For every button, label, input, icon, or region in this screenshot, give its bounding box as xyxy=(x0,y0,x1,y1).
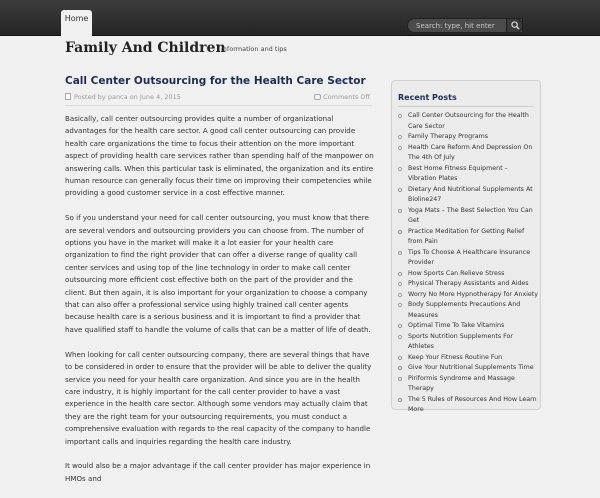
recent-post-link[interactable]: Call Center Outsourcing for the Health Care Sector xyxy=(408,112,529,130)
recent-post-link[interactable]: Optimal Time To Take Vitamins xyxy=(408,322,505,329)
list-item xyxy=(398,290,538,301)
post-paragraph: Basically, call center outsourcing provides quite a number of organizational advantages for the health care sector. A good call center outsourcing can provide health care organizations the time to focus their attention on the more important aspect of providing health care services rather than spending half of the manpower on answering calls. When this particular task is eliminated, the organization and its entire human resource can generally focus their time on improving their competencies while providing a good customer service in a cost effective manner. xyxy=(65,114,374,198)
list-item xyxy=(398,353,538,364)
sidebar xyxy=(391,80,541,413)
list-item xyxy=(398,279,538,290)
recent-post-link[interactable]: Body Supplements Precautions And Measures xyxy=(408,301,521,319)
list-item xyxy=(398,143,538,164)
post-meta xyxy=(65,92,372,106)
bullet-icon xyxy=(398,398,402,402)
list-item xyxy=(398,395,538,416)
search-button[interactable] xyxy=(506,18,523,33)
list-item xyxy=(398,164,538,185)
recent-post-link[interactable]: Family Therapy Programs xyxy=(408,133,488,140)
bullet-icon xyxy=(398,303,402,307)
list-item xyxy=(398,132,538,143)
site-title[interactable]: Family And Children xyxy=(65,40,226,56)
bullet-icon xyxy=(398,188,402,192)
recent-post-link[interactable]: Tips To Choose A Healthcare Insurance Provider xyxy=(408,248,531,266)
comment-icon xyxy=(314,94,321,100)
recent-post-link[interactable]: Dietary And Nutritional Supplements At Bioline247 xyxy=(408,185,533,203)
search-icon xyxy=(511,21,520,30)
list-item xyxy=(398,111,538,132)
recent-post-link[interactable]: Sports Nutrition Supplements For Athletes xyxy=(408,332,513,350)
post-comments-meta xyxy=(314,93,370,101)
bullet-icon xyxy=(398,282,402,286)
document-icon xyxy=(65,93,71,100)
recent-post-link[interactable]: How Sports Can Relieve Stress xyxy=(408,269,505,277)
post-author-meta xyxy=(65,93,181,101)
recent-post-link[interactable]: Keep Your Fitness Routine Fun xyxy=(408,353,503,361)
post-paragraph: When looking for call center outsourcing company, there are several things that have to be considered in order to ensure that the provider will be able to deliver the quality service you need for your health care organization. And since you are in the health care industry, it is highly important for the call center provider to have a vast experience in the health care sector. Although some vendors may actually claim that they are the right team for your outsourcing requirements, you must conduct a comprehensive evaluation with regards to the real capacity of the company to handle important calls and inquiries regarding the health care industry. xyxy=(65,349,372,446)
list-item xyxy=(398,227,538,248)
recent-post-link[interactable]: Worry No More Hypnotherapy for Anxiety xyxy=(408,290,538,298)
recent-post-link[interactable]: Health Care Reform And Depression On The 4th Of July xyxy=(408,143,533,161)
bullet-icon xyxy=(398,366,402,370)
bullet-icon xyxy=(398,356,402,360)
recent-post-link[interactable]: Physical Therapy Assistants and Aides xyxy=(408,280,529,287)
list-item xyxy=(398,332,538,353)
bullet-icon xyxy=(398,135,402,139)
recent-posts-list xyxy=(398,111,538,416)
recent-post-link[interactable]: Piriformis Syndrome and Massage Therapy xyxy=(408,374,515,392)
list-item xyxy=(398,321,538,332)
list-item xyxy=(398,374,538,395)
bullet-icon xyxy=(398,293,402,297)
recent-post-link[interactable]: Yoga Mats – The Best Selection You Can Get xyxy=(408,206,533,224)
bullet-icon xyxy=(398,251,402,255)
bullet-icon xyxy=(398,377,402,381)
recent-post-link[interactable]: Give Your Nutritional Supplements Time xyxy=(408,364,534,371)
bullet-icon xyxy=(398,335,402,339)
comments-text: Comments Off xyxy=(323,93,370,101)
recent-post-link[interactable]: The 5 Rules of Resources And How Learn More xyxy=(408,395,537,413)
list-item xyxy=(398,363,538,374)
divider xyxy=(398,106,534,107)
list-item xyxy=(398,185,538,206)
bullet-icon xyxy=(398,114,402,118)
bullet-icon xyxy=(398,209,402,213)
list-item xyxy=(398,300,538,321)
site-tagline: information and tips xyxy=(221,45,287,53)
top-navigation-bar xyxy=(0,0,600,36)
post-author-text: Posted by panca on June 4, 2015 xyxy=(74,93,181,101)
bullet-icon xyxy=(398,272,402,276)
bullet-icon xyxy=(398,324,402,328)
post-title[interactable]: Call Center Outsourcing for the Health Care Sector xyxy=(65,75,366,87)
recent-posts-heading: Recent Posts xyxy=(398,93,457,102)
bullet-icon xyxy=(398,230,402,234)
recent-post-link[interactable]: Practice Meditation for Getting Relief from Pain xyxy=(408,227,525,245)
list-item xyxy=(398,269,538,280)
post-paragraph: It would also be a major advantage if the call center provider has major experience in HMOs and xyxy=(65,461,371,483)
recent-post-link[interactable]: Best Home Fitness Equipment – Vibration Plates xyxy=(408,164,508,182)
nav-home-tab[interactable]: Home xyxy=(61,10,92,36)
list-item xyxy=(398,206,538,227)
list-item xyxy=(398,248,538,269)
post-content xyxy=(65,113,375,498)
post-paragraph: So if you understand your need for call center outsourcing, you must know that there are several vendors and outsourcing providers you can choose from. The number of options you have in the market will make it a lot easier for your health care organization to find the right provider that can offer a diverse range of quality call center services and using top of the line technology in order to make call center outsourcing more efficient cost effective both on the part of the provider and the client. But then again, it is also important for your organization to choose a company that can also offer a professional service using highly trained call center agents because health care is a serious business and it is important to find a provider that have qualified staff to handle the volume of calls that can be a matter of life of death. xyxy=(65,213,371,334)
bullet-icon xyxy=(398,146,402,150)
bullet-icon xyxy=(398,167,402,171)
